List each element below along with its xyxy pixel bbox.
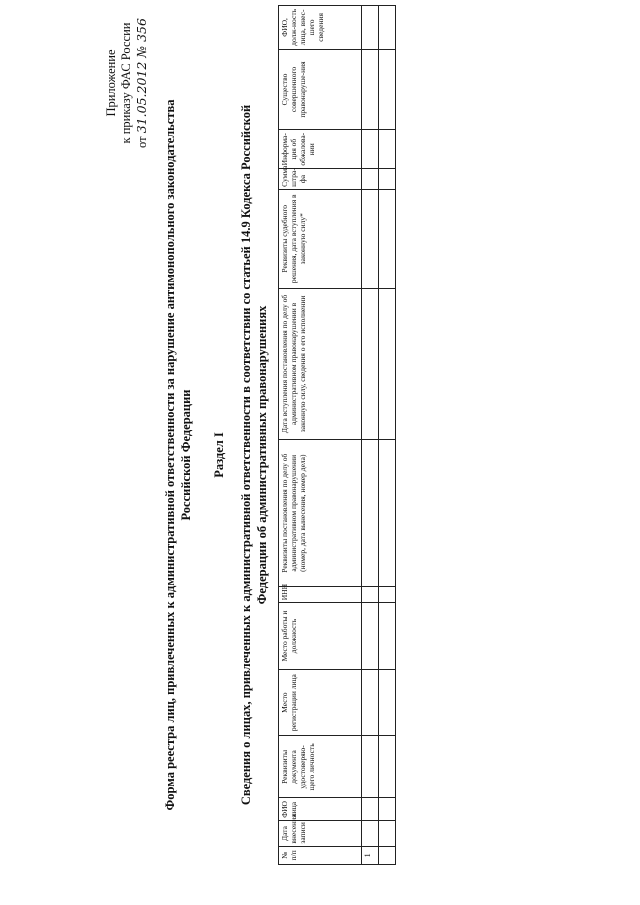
table-row [362, 6, 379, 865]
subtitle-line-1: Сведения о лицах, привлеченных к административной ответственности в соответствии со статьей 14.9 Кодекса Российской [239, 104, 253, 806]
appendix-date-prefix: от [135, 136, 149, 148]
title-line-2: Российской Федерации [179, 389, 193, 521]
section-subtitle [238, 45, 270, 865]
appendix-block [104, 3, 150, 163]
header-appeal-info: Информа-ция об обжалова-нии [279, 130, 362, 169]
header-effective-date: Дата вступления постановления по делу об административном правонарушении в законную силу, сведения о его исполнении [279, 288, 362, 440]
title-line-1: Форма реестра лиц, привлеченных к административной ответственности за нарушение антимонопольного законодательства [163, 99, 177, 811]
header-person-name: ФИО лица [279, 798, 362, 821]
appendix-date-line [134, 3, 150, 163]
header-fine-amount: Сумма штра-фа [279, 169, 362, 190]
header-entry-date: Дата внесения записи [279, 821, 362, 846]
header-inn: ИНН [279, 587, 362, 603]
header-registration-place: Место регистрации лица [279, 669, 362, 736]
header-court-decision: Реквизиты судебного решения, дата вступления в законную силу* [279, 189, 362, 288]
table-header-row [279, 6, 362, 865]
registry-table [278, 5, 396, 865]
section-heading: Раздел I [212, 432, 226, 478]
header-workplace: Место работы и должность [279, 603, 362, 670]
header-resolution-details: Реквизиты постановления по делу об административном правонарушении (номер, дата вынесения, номер дела) [279, 440, 362, 587]
subtitle-line-2: Федерации об административных правонарушениях [255, 305, 269, 605]
table-row [379, 6, 396, 865]
appendix-label: Приложение [104, 49, 118, 117]
handwritten-date-number: 31.05.2012 № 356 [134, 18, 149, 134]
row-number-cell: 1 [362, 846, 379, 864]
appendix-order-ref: к приказу ФАС России [119, 22, 133, 144]
header-author-name: ФИО, долж-ность лица, внес-шего сведения [279, 6, 362, 50]
header-id-document: Реквизиты документа удостоверяю-щего личность [279, 736, 362, 798]
header-offense-essence: Существо совершенного правонаруше-ния [279, 49, 362, 129]
header-number: № п/п [279, 846, 362, 864]
document-title [162, 75, 194, 835]
